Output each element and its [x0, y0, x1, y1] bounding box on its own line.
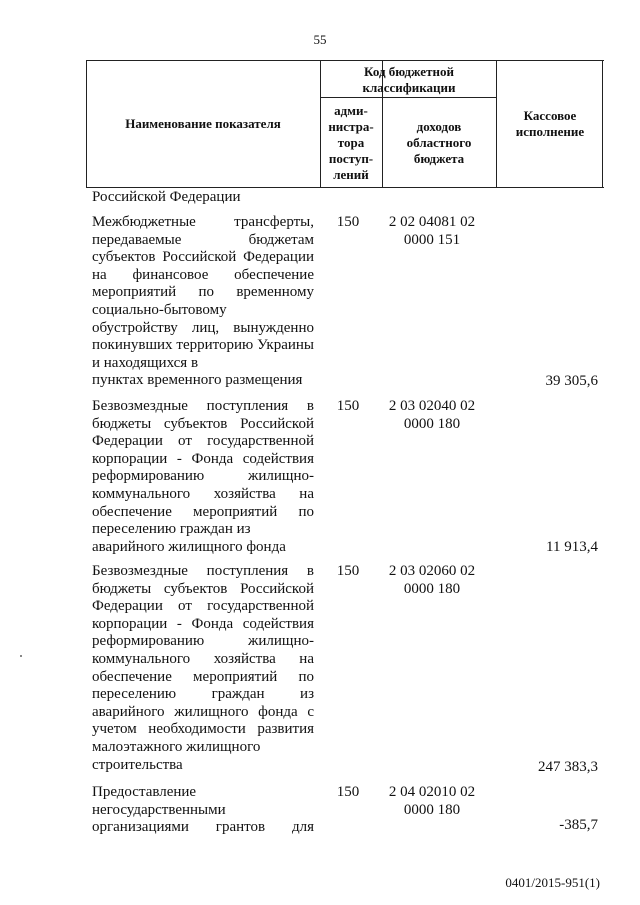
row-name	[92, 563, 314, 774]
row-name-last-line: аварийного жилищного фонда	[92, 538, 286, 555]
row-admin-code: 150	[336, 784, 360, 800]
document-code: 0401/2015-951(1)	[505, 875, 600, 890]
header-income-column: доходов областного бюджета	[406, 119, 472, 166]
table-header	[86, 60, 604, 188]
header-code-group: Код бюджетной классификации	[362, 64, 456, 95]
row-amount: 39 305,6	[545, 373, 598, 389]
row-name-body: Предоставление негосударственными организациями грантов для	[92, 784, 314, 836]
row-name	[92, 398, 314, 556]
row-name	[92, 214, 314, 390]
header-divider	[496, 61, 497, 187]
row-name-body: Безвозмездные поступления в бюджеты субъектов Российской Федерации от государственной корпорации - Фонда содействия реформированию жилищно-коммунального хозяйства на обеспечение мероприятий по переселению граждан из	[92, 398, 314, 538]
continuation-text: Российской Федерации	[92, 189, 241, 205]
row-budget-code: 2 04 02010 02 0000 180	[388, 784, 476, 818]
row-name-body: Межбюджетные трансферты, передаваемые бюджетам субъектов Российской Федерации на финансовое обеспечение мероприятий по временному социально-бытовому обустройству лиц, вынужденно покинувших территорию Украины и находящихся в	[92, 214, 314, 371]
row-budget-code: 2 03 02060 02 0000 180	[388, 563, 476, 597]
row-amount: -385,7	[559, 817, 598, 833]
header-border	[602, 61, 603, 187]
row-name-last-line: пунктах временного размещения	[92, 372, 303, 389]
row-name-last-line: строительства	[92, 756, 183, 773]
row-admin-code: 150	[336, 214, 360, 230]
row-name-body: Безвозмездные поступления в бюджеты субъектов Российской Федерации от государственной корпорации - Фонда содействия реформированию жилищно-коммунального хозяйства на обеспечение мероприятий по переселению граждан из аварийного жилищного фонда с учетом необходимости развития малоэтажного жилищного	[92, 563, 314, 755]
page-number: 55	[313, 32, 327, 47]
header-divider	[320, 61, 321, 187]
scan-speck	[20, 655, 22, 657]
header-cash-column: Кассовое исполнение	[515, 108, 585, 139]
row-amount: 11 913,4	[546, 539, 598, 555]
row-amount: 247 383,3	[538, 759, 598, 775]
header-border	[86, 61, 87, 187]
row-name	[92, 784, 314, 837]
header-name-column: Наименование показателя	[125, 116, 281, 131]
row-admin-code: 150	[336, 563, 360, 579]
header-admin-column: адми-нистра-тора поступ-лений	[328, 103, 374, 182]
row-budget-code: 2 02 04081 02 0000 151	[388, 214, 476, 248]
header-divider	[320, 97, 496, 98]
row-budget-code: 2 03 02040 02 0000 180	[388, 398, 476, 432]
row-admin-code: 150	[336, 398, 360, 414]
